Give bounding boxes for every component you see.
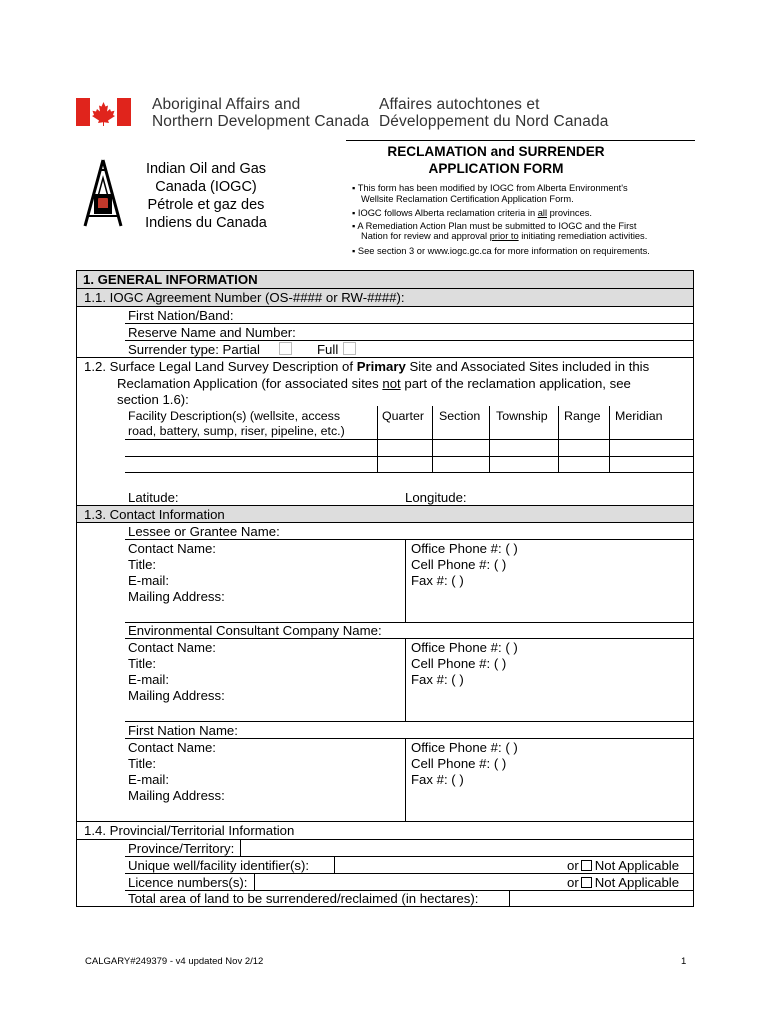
surrender-type-label: Surrender type: Partial xyxy=(128,342,260,357)
contact-name-label: Contact Name: xyxy=(128,740,216,755)
licence-numbers-label: Licence numbers(s): xyxy=(128,875,248,890)
s12-primary-bold: Primary xyxy=(356,359,406,374)
lessee-phone-fields xyxy=(411,541,518,589)
licence-na-option[interactable] xyxy=(567,875,679,891)
canada-flag-logo xyxy=(76,98,131,126)
full-label: Full xyxy=(317,342,339,357)
header-rule xyxy=(346,140,695,141)
mailing-address-label: Mailing Address: xyxy=(128,788,225,803)
note-2: ▪ IOGC follows Alberta reclamation criteria in all provinces. xyxy=(352,208,592,218)
header-notes xyxy=(352,183,650,256)
s12-not-underlined: not xyxy=(382,376,401,391)
note-1-line2: Wellsite Reclamation Certification Application Form. xyxy=(361,193,574,204)
section1-heading: 1. GENERAL INFORMATION xyxy=(83,272,258,287)
s12-line1-pre: 1.2. Surface Legal Land Survey Description of xyxy=(84,359,357,374)
unique-well-na-option[interactable] xyxy=(567,858,679,874)
not-applicable-checkbox[interactable] xyxy=(581,877,592,888)
lessee-label: Lessee or Grantee Name: xyxy=(128,524,280,539)
quarter-header: Quarter xyxy=(382,409,425,423)
s12-line2-post: part of the reclamation application, see xyxy=(400,376,631,391)
note-3-line1: A Remediation Action Plan must be submitted to IOGC and the First xyxy=(357,220,637,231)
footer-page-number: 1 xyxy=(681,956,687,967)
iogc-derrick-logo xyxy=(82,158,124,230)
note-2-post: provinces. xyxy=(547,208,592,218)
unique-well-input[interactable] xyxy=(335,857,560,873)
contact-name-label: Contact Name: xyxy=(128,541,216,556)
department-name-en xyxy=(152,96,369,130)
rule xyxy=(76,821,694,822)
iogc-name-block xyxy=(131,160,281,232)
note-3-line2-pre: Nation for review and approval xyxy=(361,231,490,241)
fax-label: Fax #: ( ) xyxy=(411,573,464,588)
cell-phone-label: Cell Phone #: ( ) xyxy=(411,756,507,771)
s12-line1-post: Site and Associated Sites included in this xyxy=(405,359,650,374)
department-en-line1: Aboriginal Affairs and xyxy=(152,96,301,113)
note-1-line1: This form has been modified by IOGC from Alberta Environment's xyxy=(357,183,628,193)
township-header: Township xyxy=(496,409,548,423)
footer-doc-id: CALGARY#249379 - v4 updated Nov 2/12 xyxy=(85,956,264,967)
note-3-line2-post: initiating remediation activities. xyxy=(518,231,648,241)
first-nation-band-label: First Nation/Band: xyxy=(128,308,234,323)
fax-label: Fax #: ( ) xyxy=(411,672,464,687)
land-survey-row-2[interactable] xyxy=(126,457,692,472)
or-label: or xyxy=(567,858,579,873)
title-label: Title: xyxy=(128,756,157,771)
facility-header xyxy=(128,409,345,439)
iogc-line3: Pétrole et gaz des xyxy=(147,197,265,213)
s13-contact-info-label: 1.3. Contact Information xyxy=(84,507,225,522)
first-nation-name-label: First Nation Name: xyxy=(128,723,238,738)
meridian-header: Meridian xyxy=(615,409,663,423)
form-title-line1: RECLAMATION and SURRENDER xyxy=(387,144,605,159)
section-header: Section xyxy=(439,409,481,423)
office-phone-label: Office Phone #: ( ) xyxy=(411,541,518,556)
title-label: Title: xyxy=(128,557,157,572)
note-3-line2 xyxy=(352,231,650,242)
unique-well-label: Unique well/facility identifier(s): xyxy=(128,858,310,873)
department-name-fr xyxy=(379,96,608,130)
note-4: ▪ See section 3 or www.iogc.gc.ca for more information on requirements. xyxy=(352,245,650,256)
office-phone-label: Office Phone #: ( ) xyxy=(411,640,518,655)
iogc-line2: Canada (IOGC) xyxy=(155,179,257,195)
reserve-name-label: Reserve Name and Number: xyxy=(128,325,296,340)
note-2-underlined: all xyxy=(537,208,548,218)
first-nation-contact-fields xyxy=(128,740,225,804)
env-consultant-label: Environmental Consultant Company Name: xyxy=(128,623,382,638)
col-divider xyxy=(405,738,406,821)
s14-provincial-label: 1.4. Provincial/Territorial Information xyxy=(84,823,295,838)
consultant-contact-fields xyxy=(128,640,225,704)
province-input[interactable] xyxy=(241,840,692,856)
total-area-input[interactable] xyxy=(510,891,692,906)
s11-agreement-number-label: 1.1. IOGC Agreement Number (OS-#### or RW-####): xyxy=(84,290,405,305)
total-area-label: Total area of land to be surrendered/reclaimed (in hectares): xyxy=(128,891,479,906)
iogc-line1: Indian Oil and Gas xyxy=(145,161,267,177)
reserve-name-input[interactable] xyxy=(308,324,692,340)
s12-line2-pre: Reclamation Application (for associated sites xyxy=(117,376,383,391)
note-1: ▪ This form has been modified by IOGC from Alberta Environment's xyxy=(352,183,628,193)
office-phone-label: Office Phone #: ( ) xyxy=(411,740,518,755)
email-label: E-mail: xyxy=(128,573,170,588)
agreement-number-input[interactable] xyxy=(432,289,692,306)
not-applicable-checkbox[interactable] xyxy=(581,860,592,871)
not-applicable-label: Not Applicable xyxy=(594,875,680,890)
latitude-label: Latitude: xyxy=(128,490,179,505)
full-checkbox[interactable] xyxy=(343,342,356,355)
or-label: or xyxy=(567,875,579,890)
department-fr-line1: Affaires autochtones et xyxy=(379,96,540,113)
fax-label: Fax #: ( ) xyxy=(411,772,464,787)
s12-line1 xyxy=(84,359,649,375)
first-nation-phone-fields xyxy=(411,740,518,788)
col-divider xyxy=(405,539,406,622)
note-3: ▪ A Remediation Action Plan must be submitted to IOGC and the First xyxy=(352,220,637,231)
licence-numbers-input[interactable] xyxy=(255,874,560,890)
title-label: Title: xyxy=(128,656,157,671)
email-label: E-mail: xyxy=(128,772,170,787)
cell-phone-label: Cell Phone #: ( ) xyxy=(411,656,507,671)
facility-header-line2: road, battery, sump, riser, pipeline, etc.) xyxy=(128,424,345,438)
s12-line3: section 1.6): xyxy=(117,392,189,407)
note-3-line2-underlined: prior to xyxy=(489,231,519,241)
partial-checkbox[interactable] xyxy=(279,342,292,355)
mailing-address-label: Mailing Address: xyxy=(128,688,225,703)
first-nation-band-input[interactable] xyxy=(242,307,692,323)
iogc-line4: Indiens du Canada xyxy=(145,215,267,231)
email-label: E-mail: xyxy=(128,672,170,687)
cell-phone-label: Cell Phone #: ( ) xyxy=(411,557,507,572)
contact-name-label: Contact Name: xyxy=(128,640,216,655)
form-title xyxy=(371,143,621,177)
not-applicable-label: Not Applicable xyxy=(594,858,680,873)
department-en-line2: Northern Development Canada xyxy=(152,113,370,130)
rule xyxy=(125,721,694,722)
note-2-pre: IOGC follows Alberta reclamation criteria in xyxy=(357,208,538,218)
s12-line2 xyxy=(117,376,631,392)
longitude-label: Longitude: xyxy=(405,490,467,505)
land-survey-row-1[interactable] xyxy=(126,440,692,455)
mailing-address-label: Mailing Address: xyxy=(128,589,225,604)
department-fr-line2: Développement du Nord Canada xyxy=(379,113,609,130)
note-4-text: See section 3 or www.iogc.gc.ca for more information on requirements. xyxy=(357,245,650,256)
facility-header-line1: Facility Description(s) (wellsite, access xyxy=(128,409,341,423)
consultant-phone-fields xyxy=(411,640,518,688)
lessee-contact-fields xyxy=(128,541,225,605)
form-title-line2: APPLICATION FORM xyxy=(428,161,564,176)
col-divider xyxy=(405,638,406,721)
range-header: Range xyxy=(564,409,601,423)
province-label: Province/Territory: xyxy=(128,841,235,856)
